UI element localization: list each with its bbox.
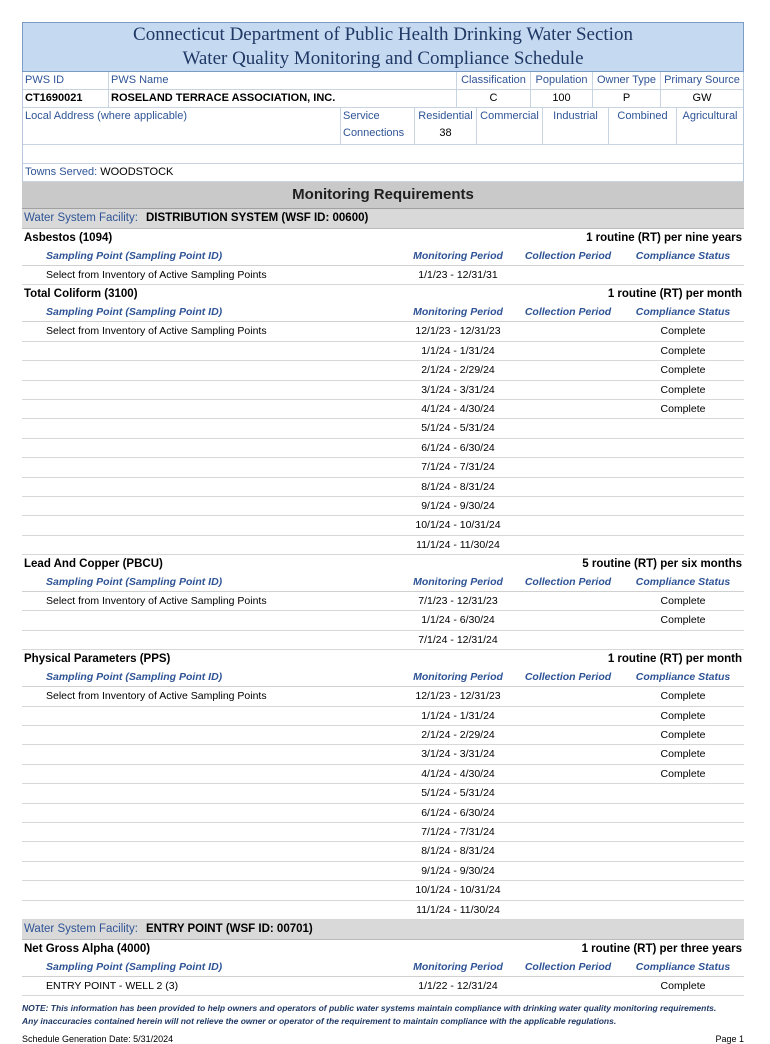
facility-bar xyxy=(22,920,744,940)
requirement-frequency: 5 routine (RT) per six months xyxy=(582,558,742,571)
collection-period-cell xyxy=(514,419,622,437)
monitoring-period-header: Monitoring Period xyxy=(413,576,503,589)
collection-period-cell xyxy=(514,497,622,515)
monitoring-period-cell: 4/1/24 - 4/30/24 xyxy=(421,402,495,415)
sampling-point-cell xyxy=(22,901,402,919)
sampling-point-cell xyxy=(22,862,402,880)
sampling-point-cell: ENTRY POINT - WELL 2 (3) xyxy=(46,979,179,992)
residential-label: Residential xyxy=(418,110,473,122)
compliance-status-header: Compliance Status xyxy=(635,576,731,589)
sampling-point-cell xyxy=(22,497,402,515)
connections-label: Connections xyxy=(343,127,405,139)
requirement-name: Physical Parameters (PPS) xyxy=(24,653,171,666)
collection-period-cell xyxy=(514,977,622,995)
collection-period-cell xyxy=(514,536,622,554)
compliance-status-cell xyxy=(622,804,744,822)
collection-period-cell xyxy=(514,901,622,919)
residential-value: 38 xyxy=(439,127,452,139)
compliance-status-header: Compliance Status xyxy=(635,306,731,319)
compliance-status-cell: Complete xyxy=(660,709,706,722)
table-row xyxy=(22,862,744,881)
footer-note-line-2: Any inaccuracies contained herein will not relieve the owner or operator of the requirement to maintain compliance with the applicable regulations. xyxy=(22,1016,617,1027)
table-row xyxy=(22,707,744,726)
collection-period-cell xyxy=(514,439,622,457)
collection-period-cell xyxy=(514,478,622,496)
sampling-point-cell xyxy=(22,765,402,783)
compliance-status-cell xyxy=(622,842,744,860)
monitoring-period-header: Monitoring Period xyxy=(413,671,503,684)
table-row xyxy=(22,687,744,706)
compliance-status-cell xyxy=(622,439,744,457)
combined-label: Combined xyxy=(609,108,677,144)
table-row xyxy=(22,592,744,611)
collection-period-cell xyxy=(514,400,622,418)
monitoring-period-cell: 2/1/24 - 2/29/24 xyxy=(421,729,495,742)
monitoring-period-cell: 3/1/24 - 3/31/24 xyxy=(421,383,495,396)
sampling-point-cell: Select from Inventory of Active Sampling Points xyxy=(46,269,267,281)
compliance-status-header: Compliance Status xyxy=(635,671,731,684)
requirement-header xyxy=(22,285,744,303)
collection-period-cell xyxy=(514,862,622,880)
service-connections-label xyxy=(341,108,415,144)
requirement-header xyxy=(22,940,744,958)
population-label: Population xyxy=(531,72,593,89)
monitoring-period-cell: 10/1/24 - 10/31/24 xyxy=(415,884,501,897)
sampling-point-cell: Select from Inventory of Active Sampling Points xyxy=(46,690,267,703)
collection-period-cell xyxy=(514,361,622,379)
collection-period-cell xyxy=(514,784,622,802)
sampling-point-cell xyxy=(22,784,402,802)
info-value-row xyxy=(23,90,743,108)
collection-period-cell xyxy=(514,631,622,649)
compliance-status-cell: Complete xyxy=(660,614,706,627)
schedule-page xyxy=(22,22,744,1044)
collection-period-cell xyxy=(514,342,622,360)
title-line-1: Connecticut Department of Public Health Drinking Water Section xyxy=(133,24,633,45)
table-row xyxy=(22,322,744,341)
compliance-status-cell: Complete xyxy=(660,325,706,338)
monitoring-period-cell: 7/1/23 - 12/31/23 xyxy=(418,595,498,608)
population-value: 100 xyxy=(531,90,593,107)
requirement-name: Lead And Copper (PBCU) xyxy=(24,558,163,571)
primary-source-value: GW xyxy=(692,92,712,104)
facility-name: ENTRY POINT (WSF ID: 00701) xyxy=(145,922,313,935)
sampling-point-cell xyxy=(22,516,402,534)
service-label: Service xyxy=(343,110,380,122)
collection-period-header: Collection Period xyxy=(524,671,612,684)
table-row xyxy=(22,881,744,900)
compliance-status-cell xyxy=(622,516,744,534)
collection-period-cell xyxy=(514,881,622,899)
facility-name: DISTRIBUTION SYSTEM (WSF ID: 00600) xyxy=(145,212,369,224)
monitoring-period-cell: 9/1/24 - 9/30/24 xyxy=(421,499,495,512)
compliance-status-header: Compliance Status xyxy=(635,250,731,262)
compliance-status-cell: Complete xyxy=(660,595,706,608)
requirement-name: Asbestos (1094) xyxy=(24,232,113,244)
monitoring-period-cell: 6/1/24 - 6/30/24 xyxy=(421,441,495,454)
table-row xyxy=(22,381,744,400)
monitoring-period-cell: 8/1/24 - 8/31/24 xyxy=(421,845,495,858)
table-row xyxy=(22,784,744,803)
local-address-label: Local Address (where applicable) xyxy=(23,108,341,144)
monitoring-period-cell: 8/1/24 - 8/31/24 xyxy=(421,480,495,493)
sampling-point-cell xyxy=(22,804,402,822)
requirement-frequency: 1 routine (RT) per three years xyxy=(581,942,742,955)
compliance-status-cell xyxy=(622,419,744,437)
table-row xyxy=(22,361,744,380)
compliance-status-cell xyxy=(622,823,744,841)
sampling-point-cell: Select from Inventory of Active Sampling Points xyxy=(46,595,267,608)
compliance-status-cell xyxy=(622,901,744,919)
pws-name-label: PWS Name xyxy=(109,72,457,89)
collection-period-cell xyxy=(514,804,622,822)
column-header-row xyxy=(22,668,744,687)
sampling-point-cell xyxy=(22,478,402,496)
table-row xyxy=(22,611,744,630)
table-row xyxy=(22,342,744,361)
owner-type-label: Owner Type xyxy=(593,72,661,89)
collection-period-header: Collection Period xyxy=(524,306,612,319)
monitoring-period-cell: 5/1/24 - 5/31/24 xyxy=(421,787,495,800)
monitoring-period-cell: 1/1/24 - 1/31/24 xyxy=(421,344,495,357)
collection-period-cell xyxy=(514,381,622,399)
monitoring-period-cell: 7/1/24 - 12/31/24 xyxy=(418,633,498,646)
sampling-point-cell: Select from Inventory of Active Sampling Points xyxy=(46,325,267,338)
compliance-status-cell xyxy=(622,497,744,515)
compliance-status-cell xyxy=(622,266,744,284)
compliance-status-cell: Complete xyxy=(660,979,706,992)
facility-label: Water System Facility: xyxy=(24,922,138,935)
monitoring-period-cell: 1/1/22 - 12/31/24 xyxy=(418,979,498,992)
collection-period-header: Collection Period xyxy=(524,576,612,589)
compliance-status-cell: Complete xyxy=(660,344,706,357)
table-row xyxy=(22,516,744,535)
address-row xyxy=(23,108,743,145)
collection-period-header: Collection Period xyxy=(524,960,612,973)
compliance-status-cell xyxy=(622,458,744,476)
commercial-label: Commercial xyxy=(477,108,543,144)
table-row xyxy=(22,478,744,497)
table-row xyxy=(22,765,744,784)
collection-period-cell xyxy=(514,765,622,783)
monitoring-period-cell: 10/1/24 - 10/31/24 xyxy=(415,519,501,532)
agricultural-label: Agricultural xyxy=(682,110,738,122)
table-row xyxy=(22,804,744,823)
spacer-row xyxy=(23,145,743,164)
table-row xyxy=(22,842,744,861)
sampling-point-cell xyxy=(22,881,402,899)
sampling-point-cell xyxy=(22,536,402,554)
residential-cell xyxy=(415,108,477,144)
sampling-point-cell xyxy=(22,745,402,763)
monitoring-period-cell: 1/1/23 - 12/31/31 xyxy=(418,269,498,281)
compliance-status-cell: Complete xyxy=(660,729,706,742)
monitoring-period-header: Monitoring Period xyxy=(413,250,503,262)
table-row xyxy=(22,631,744,650)
collection-period-cell xyxy=(514,458,622,476)
schedule-generation-date: Schedule Generation Date: 5/31/2024 xyxy=(22,1034,174,1044)
requirement-header xyxy=(22,650,744,668)
sampling-point-cell xyxy=(22,842,402,860)
collection-period-cell xyxy=(514,745,622,763)
collection-period-cell xyxy=(514,266,622,284)
collection-period-cell xyxy=(514,516,622,534)
sampling-point-cell xyxy=(22,400,402,418)
footer-note xyxy=(22,1002,744,1028)
classification-label: Classification xyxy=(457,72,531,89)
compliance-status-cell xyxy=(622,536,744,554)
monitoring-period-cell: 1/1/24 - 1/31/24 xyxy=(421,709,495,722)
monitoring-requirements-heading: Monitoring Requirements xyxy=(22,182,744,209)
pws-name-value: ROSELAND TERRACE ASSOCIATION, INC. xyxy=(109,90,457,107)
towns-served xyxy=(23,164,743,181)
compliance-status-cell: Complete xyxy=(660,383,706,396)
sampling-point-cell xyxy=(22,361,402,379)
pws-id-label: PWS ID xyxy=(23,72,109,89)
compliance-status-cell: Complete xyxy=(660,767,706,780)
sampling-point-cell xyxy=(22,381,402,399)
sampling-point-cell xyxy=(22,458,402,476)
monitoring-period-header: Monitoring Period xyxy=(413,306,503,319)
monitoring-period-cell: 3/1/24 - 3/31/24 xyxy=(421,748,495,761)
compliance-status-cell: Complete xyxy=(660,402,706,415)
compliance-status-cell: Complete xyxy=(660,364,706,377)
compliance-status-cell xyxy=(622,881,744,899)
requirement-header xyxy=(22,229,744,247)
sampling-point-header: Sampling Point (Sampling Point ID) xyxy=(46,671,223,684)
monitoring-period-header: Monitoring Period xyxy=(413,960,503,973)
column-header-row xyxy=(22,958,744,977)
collection-period-cell xyxy=(514,322,622,340)
requirement-name: Net Gross Alpha (4000) xyxy=(24,942,151,955)
sampling-point-cell xyxy=(22,439,402,457)
collection-period-cell xyxy=(514,611,622,629)
table-row xyxy=(22,419,744,438)
table-row xyxy=(22,400,744,419)
monitoring-period-cell: 2/1/24 - 2/29/24 xyxy=(421,364,495,377)
monitoring-period-cell: 12/1/23 - 12/31/23 xyxy=(415,690,501,703)
column-header-row xyxy=(22,573,744,592)
towns-served-label: Towns Served: xyxy=(25,166,98,178)
table-row xyxy=(22,536,744,555)
pws-info-grid xyxy=(22,72,744,182)
sampling-point-cell xyxy=(22,631,402,649)
monitoring-period-cell: 11/1/24 - 11/30/24 xyxy=(416,538,500,551)
monitoring-period-cell: 9/1/24 - 9/30/24 xyxy=(421,864,495,877)
compliance-status-cell xyxy=(622,631,744,649)
requirement-frequency: 1 routine (RT) per month xyxy=(607,653,742,666)
sampling-point-cell xyxy=(22,823,402,841)
sampling-point-cell xyxy=(22,726,402,744)
towns-row xyxy=(23,164,743,182)
facilities-container xyxy=(22,209,744,996)
table-row xyxy=(22,497,744,516)
compliance-status-cell xyxy=(622,862,744,880)
pws-id-value: CT1690021 xyxy=(23,90,109,107)
table-row xyxy=(22,439,744,458)
column-header-row xyxy=(22,303,744,322)
sampling-point-cell xyxy=(22,707,402,725)
monitoring-period-cell: 6/1/24 - 6/30/24 xyxy=(421,806,495,819)
primary-source-label: Primary Source xyxy=(664,74,740,86)
facility-bar xyxy=(22,209,744,229)
compliance-status-cell xyxy=(622,478,744,496)
page-number: Page 1 xyxy=(715,1034,744,1044)
monitoring-period-cell: 11/1/24 - 11/30/24 xyxy=(416,903,500,916)
title-box xyxy=(22,22,744,72)
table-row xyxy=(22,726,744,745)
monitoring-period-cell: 7/1/24 - 7/31/24 xyxy=(421,461,495,474)
towns-served-value: WOODSTOCK xyxy=(100,166,174,178)
table-row xyxy=(22,901,744,920)
sampling-point-cell xyxy=(22,419,402,437)
table-row xyxy=(22,458,744,477)
table-row xyxy=(22,266,744,285)
footer-bottom xyxy=(22,1034,744,1044)
compliance-status-cell: Complete xyxy=(660,690,706,703)
compliance-status-cell xyxy=(622,784,744,802)
collection-period-cell xyxy=(514,707,622,725)
sampling-point-cell xyxy=(22,611,402,629)
industrial-label: Industrial xyxy=(543,108,609,144)
monitoring-period-cell: 4/1/24 - 4/30/24 xyxy=(421,767,495,780)
collection-period-cell xyxy=(514,842,622,860)
monitoring-period-cell: 1/1/24 - 6/30/24 xyxy=(421,614,495,627)
collection-period-header: Collection Period xyxy=(524,250,612,262)
table-row xyxy=(22,745,744,764)
collection-period-cell xyxy=(514,687,622,705)
table-row xyxy=(22,977,744,996)
column-header-row xyxy=(22,247,744,266)
monitoring-period-cell: 7/1/24 - 7/31/24 xyxy=(421,825,495,838)
facility-label: Water System Facility: xyxy=(24,212,138,224)
compliance-status-cell: Complete xyxy=(660,748,706,761)
requirement-frequency: 1 routine (RT) per month xyxy=(607,288,742,301)
monitoring-period-cell: 5/1/24 - 5/31/24 xyxy=(421,422,495,435)
sampling-point-header: Sampling Point (Sampling Point ID) xyxy=(46,250,223,262)
compliance-status-header: Compliance Status xyxy=(635,960,731,973)
owner-type-value: P xyxy=(593,90,661,107)
classification-value: C xyxy=(457,90,531,107)
monitoring-period-cell: 12/1/23 - 12/31/23 xyxy=(415,325,501,338)
requirement-name: Total Coliform (3100) xyxy=(24,288,138,301)
info-header-row xyxy=(23,72,743,90)
sampling-point-header: Sampling Point (Sampling Point ID) xyxy=(46,576,223,589)
sampling-point-header: Sampling Point (Sampling Point ID) xyxy=(46,960,223,973)
requirement-frequency: 1 routine (RT) per nine years xyxy=(586,232,742,244)
footer-note-line-1: NOTE: This information has been provided to help owners and operators of public water systems maintain compliance with drinking water quality monitoring requirements. xyxy=(22,1003,717,1014)
table-row xyxy=(22,823,744,842)
collection-period-cell xyxy=(514,823,622,841)
sampling-point-cell xyxy=(22,342,402,360)
collection-period-cell xyxy=(514,592,622,610)
sampling-point-header: Sampling Point (Sampling Point ID) xyxy=(46,306,223,319)
requirement-header xyxy=(22,555,744,573)
title-line-2: Water Quality Monitoring and Compliance Schedule xyxy=(182,48,584,69)
collection-period-cell xyxy=(514,726,622,744)
